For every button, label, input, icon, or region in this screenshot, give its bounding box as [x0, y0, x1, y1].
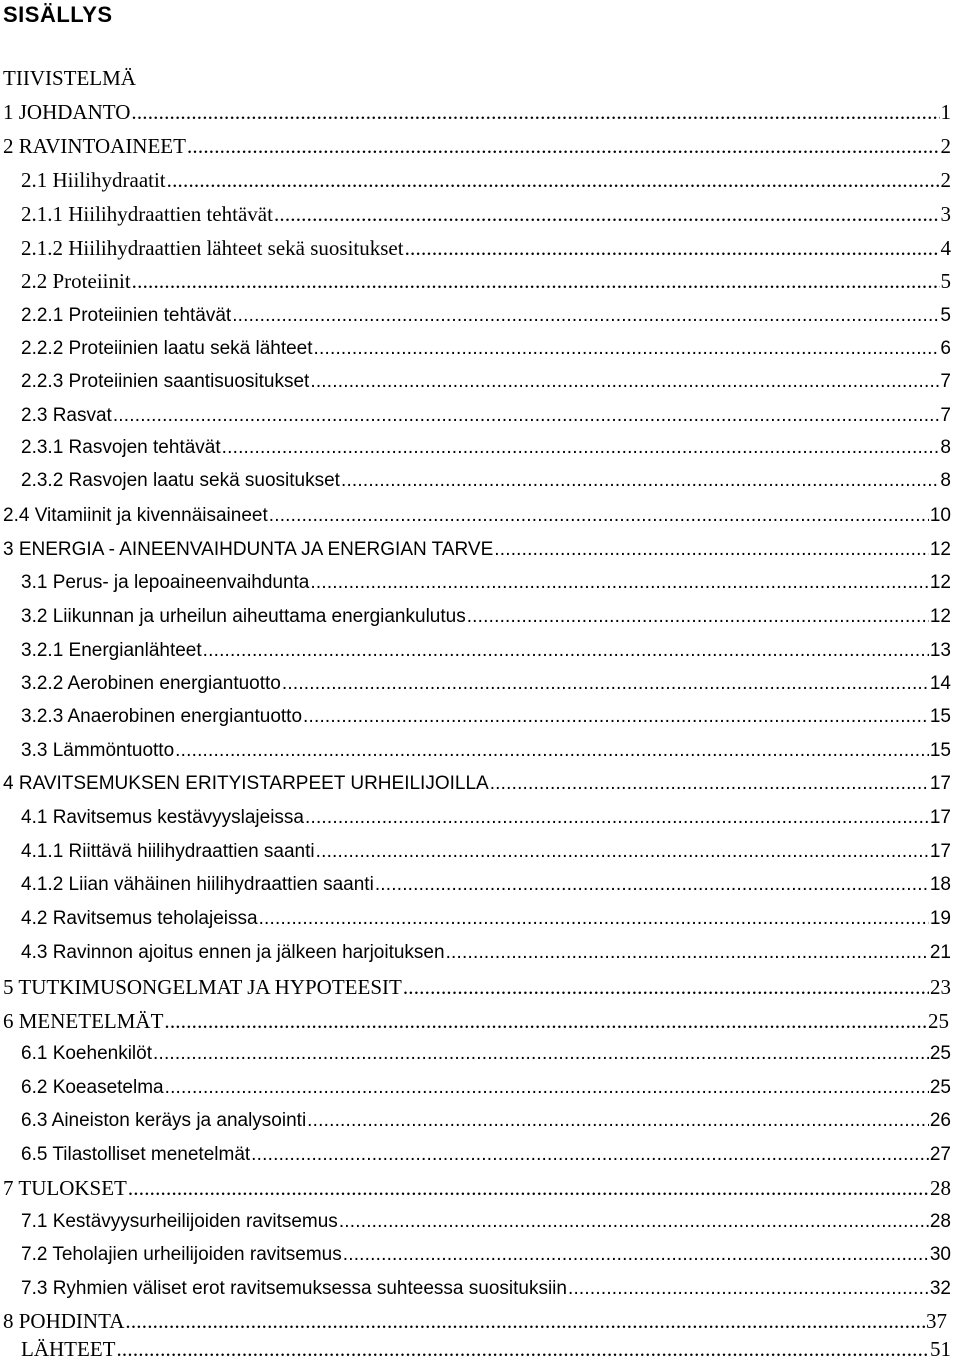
- toc-entry-page: 32: [929, 1278, 951, 1299]
- toc-entry-title: 2.4 Vitamiinit ja kivennäisaineet: [3, 505, 268, 526]
- toc-entry-title: 3.1 Perus- ja lepoaineenvaihdunta: [21, 572, 310, 593]
- toc-entry-title: 4 RAVITSEMUKSEN ERITYISTARPEET URHEILIJOILLA: [3, 773, 489, 794]
- toc-entry-title: TIIVISTELMÄ: [3, 66, 136, 90]
- toc-entry[interactable]: [21, 602, 951, 632]
- toc-entry-page: 21: [929, 942, 951, 963]
- dot-leader: [274, 199, 940, 229]
- toc-entry[interactable]: [21, 1039, 951, 1069]
- toc-entry-page: 51: [930, 1337, 951, 1361]
- toc-entry[interactable]: [21, 466, 951, 496]
- toc-entry[interactable]: [3, 131, 951, 161]
- toc-entry[interactable]: [3, 97, 951, 127]
- toc-entry[interactable]: [21, 1073, 951, 1103]
- toc-entry-title: 4.1.1 Riittävä hiilihydraattien saanti: [21, 841, 315, 862]
- toc-entry[interactable]: [3, 501, 951, 531]
- toc-entry-title: 7.3 Ryhmien väliset erot ravitsemuksessa suhteessa suosituksiin: [21, 1278, 567, 1299]
- toc-entry[interactable]: [21, 334, 951, 364]
- dot-leader: [165, 1073, 929, 1103]
- toc-entry-page: 13: [929, 640, 951, 661]
- dot-leader: [113, 401, 940, 431]
- dot-leader: [343, 1240, 929, 1270]
- toc-entry-page: 14: [929, 673, 951, 694]
- dot-leader: [259, 904, 929, 934]
- toc-entry-page: 15: [929, 706, 951, 727]
- dot-leader: [132, 266, 940, 296]
- toc-entry[interactable]: [21, 1334, 951, 1364]
- toc-entry-page: 7: [940, 405, 951, 426]
- toc-entry-page: 1: [940, 100, 951, 124]
- toc-entry-title: 3.2 Liikunnan ja urheilun aiheuttama energiankulutus: [21, 606, 466, 627]
- toc-entry[interactable]: [21, 165, 951, 195]
- toc-entry-page: 8: [940, 437, 951, 458]
- toc-entry-page: 12: [929, 572, 951, 593]
- toc-entry-page: 15: [929, 740, 951, 761]
- toc-entry-title: 2.1 Hiilihydraatit: [21, 168, 166, 192]
- toc-entry-page: 3: [940, 202, 951, 226]
- dot-leader: [307, 1106, 929, 1136]
- toc-entry-title: 1 JOHDANTO: [3, 100, 131, 124]
- toc-entry[interactable]: [3, 1006, 949, 1036]
- toc-entry-title: 2.3 Rasvat: [21, 405, 112, 426]
- toc-entry-title: 4.2 Ravitsemus teholajeissa: [21, 908, 258, 929]
- toc-entry-title: 6.1 Koehenkilöt: [21, 1043, 152, 1064]
- toc-entry[interactable]: [21, 803, 951, 833]
- dot-leader: [203, 636, 929, 666]
- dot-leader: [187, 131, 940, 161]
- toc-entry-title: 7.2 Teholajien urheilijoiden ravitsemus: [21, 1244, 342, 1265]
- toc-entry-page: 17: [929, 841, 951, 862]
- dot-leader: [222, 433, 940, 463]
- toc-entry[interactable]: [3, 1173, 951, 1203]
- toc-entry[interactable]: [21, 736, 951, 766]
- toc-entry-title: 8 POHDINTA: [3, 1309, 125, 1333]
- toc-entry-page: 25: [929, 1043, 951, 1064]
- toc-entry[interactable]: [21, 568, 951, 598]
- dot-leader: [314, 334, 940, 364]
- toc-entry[interactable]: [21, 401, 951, 431]
- toc-entry[interactable]: [3, 63, 203, 93]
- toc-entry-title: 2.1.1 Hiilihydraattien tehtävät: [21, 202, 273, 226]
- dot-leader: [446, 938, 929, 968]
- toc-entry[interactable]: [3, 535, 951, 565]
- dot-leader: [375, 870, 929, 900]
- toc-entry[interactable]: [3, 769, 951, 799]
- toc-entry[interactable]: [21, 1207, 951, 1237]
- toc-entry[interactable]: [21, 938, 951, 968]
- toc-entry-page: 23: [930, 975, 951, 999]
- toc-entry[interactable]: [21, 301, 951, 331]
- toc-entry-page: 2: [940, 168, 951, 192]
- toc-entry-page: 28: [930, 1176, 951, 1200]
- toc-entry-title: 3 ENERGIA - AINEENVAIHDUNTA JA ENERGIAN TARVE: [3, 539, 494, 560]
- toc-entry-page: 28: [929, 1211, 951, 1232]
- toc-entry-title: LÄHTEET: [21, 1337, 116, 1361]
- toc-entry-title: 3.2.2 Aerobinen energiantuotto: [21, 673, 281, 694]
- dot-leader: [153, 1039, 929, 1069]
- toc-entry-page: 5: [940, 305, 951, 326]
- toc-entry-page: 25: [929, 1077, 951, 1098]
- toc-entry-page: 4: [940, 236, 951, 260]
- dot-leader: [568, 1274, 929, 1304]
- toc-entry-page: 10: [929, 505, 951, 526]
- toc-entry-title: 6.5 Tilastolliset menetelmät: [21, 1144, 251, 1165]
- toc-entry-page: 12: [929, 539, 951, 560]
- dot-leader: [251, 1140, 929, 1170]
- toc-entry-page: 18: [929, 874, 951, 895]
- toc-entry[interactable]: [21, 837, 951, 867]
- toc-entry-title: 7.1 Kestävyysurheilijoiden ravitsemus: [21, 1211, 338, 1232]
- toc-entry-title: 2.1.2 Hiilihydraattien lähteet sekä suositukset: [21, 236, 404, 260]
- dot-leader: [490, 769, 929, 799]
- dot-leader: [403, 972, 929, 1002]
- dot-leader: [341, 466, 939, 496]
- toc-entry-page: 25: [928, 1009, 949, 1033]
- toc-entry-title: 6 MENETELMÄT: [3, 1009, 164, 1033]
- dot-leader: [116, 1334, 929, 1364]
- toc-entry-page: 27: [929, 1144, 951, 1165]
- toc-entry[interactable]: [3, 1306, 947, 1336]
- dot-leader: [467, 602, 929, 632]
- toc-entry[interactable]: [21, 870, 951, 900]
- dot-leader: [310, 367, 939, 397]
- dot-leader: [125, 1306, 925, 1336]
- toc-entry[interactable]: [21, 636, 951, 666]
- dot-leader: [405, 233, 940, 263]
- toc-entry-page: 30: [929, 1244, 951, 1265]
- toc-entry[interactable]: [21, 1140, 951, 1170]
- toc-entry[interactable]: [21, 233, 951, 263]
- toc-entry-title: 2 RAVINTOAINEET: [3, 134, 186, 158]
- toc-entry-page: 17: [929, 773, 951, 794]
- toc-entry[interactable]: [21, 433, 951, 463]
- toc-entry-page: 19: [929, 908, 951, 929]
- dot-leader: [310, 568, 928, 598]
- dot-leader: [494, 535, 929, 565]
- toc-entry[interactable]: [21, 1106, 951, 1136]
- toc-entry-page: 6: [940, 338, 951, 359]
- toc-entry-title: 2.3.1 Rasvojen tehtävät: [21, 437, 221, 458]
- toc-entry-title: 2.2.2 Proteiinien laatu sekä lähteet: [21, 338, 313, 359]
- toc-entry-title: 2.2.1 Proteiinien tehtävät: [21, 305, 232, 326]
- dot-leader: [131, 97, 939, 127]
- toc-entry-page: 26: [929, 1110, 951, 1131]
- dot-leader: [269, 501, 929, 531]
- toc-entry[interactable]: [21, 1274, 951, 1304]
- toc-entry[interactable]: [21, 266, 951, 296]
- toc-entry-title: 6.2 Koeasetelma: [21, 1077, 164, 1098]
- toc-entry-title: 2.2 Proteiinit: [21, 269, 131, 293]
- toc-entry-title: 3.2.1 Energianlähteet: [21, 640, 202, 661]
- toc-entry-page: 8: [940, 470, 951, 491]
- toc-entry[interactable]: [21, 669, 951, 699]
- toc-entry-page: 17: [929, 807, 951, 828]
- toc-entry-page: 12: [929, 606, 951, 627]
- dot-leader: [167, 165, 940, 195]
- toc-entry-title: 2.2.3 Proteiinien saantisuositukset: [21, 371, 310, 392]
- toc-entry-page: 2: [940, 134, 951, 158]
- toc-entry-title: 6.3 Aineiston keräys ja analysointi: [21, 1110, 307, 1131]
- toc-entry-title: 3.2.3 Anaerobinen energiantuotto: [21, 706, 303, 727]
- toc-entry-title: 4.1 Ravitsemus kestävyyslajeissa: [21, 807, 304, 828]
- toc-entry-title: 7 TULOKSET: [3, 1176, 127, 1200]
- toc-entry[interactable]: [21, 1240, 951, 1270]
- dot-leader: [282, 669, 929, 699]
- toc-entry[interactable]: [21, 367, 951, 397]
- toc-entry-title: 4.3 Ravinnon ajoitus ennen ja jälkeen harjoituksen: [21, 942, 445, 963]
- toc-entry[interactable]: [3, 972, 951, 1002]
- dot-leader: [164, 1006, 927, 1036]
- toc-entry-title: 5 TUTKIMUSONGELMAT JA HYPOTEESIT: [3, 975, 402, 999]
- dot-leader: [128, 1173, 929, 1203]
- toc-entry[interactable]: [21, 702, 951, 732]
- toc-entry-page: 37: [926, 1309, 947, 1333]
- dot-leader: [339, 1207, 929, 1237]
- toc-entry-title: 4.1.2 Liian vähäinen hiilihydraattien saanti: [21, 874, 374, 895]
- toc-entry-page: 7: [940, 371, 951, 392]
- dot-leader: [316, 837, 929, 867]
- toc-entry-page: 5: [940, 269, 951, 293]
- dot-leader: [305, 803, 929, 833]
- dot-leader: [303, 702, 929, 732]
- toc-entry-title: 2.3.2 Rasvojen laatu sekä suositukset: [21, 470, 340, 491]
- dot-leader: [175, 736, 929, 766]
- dot-leader: [232, 301, 939, 331]
- page-title: SISÄLLYS: [3, 2, 113, 27]
- toc-entry[interactable]: [21, 199, 951, 229]
- toc-entry-title: 3.3 Lämmöntuotto: [21, 740, 175, 761]
- toc-entry[interactable]: [21, 904, 951, 934]
